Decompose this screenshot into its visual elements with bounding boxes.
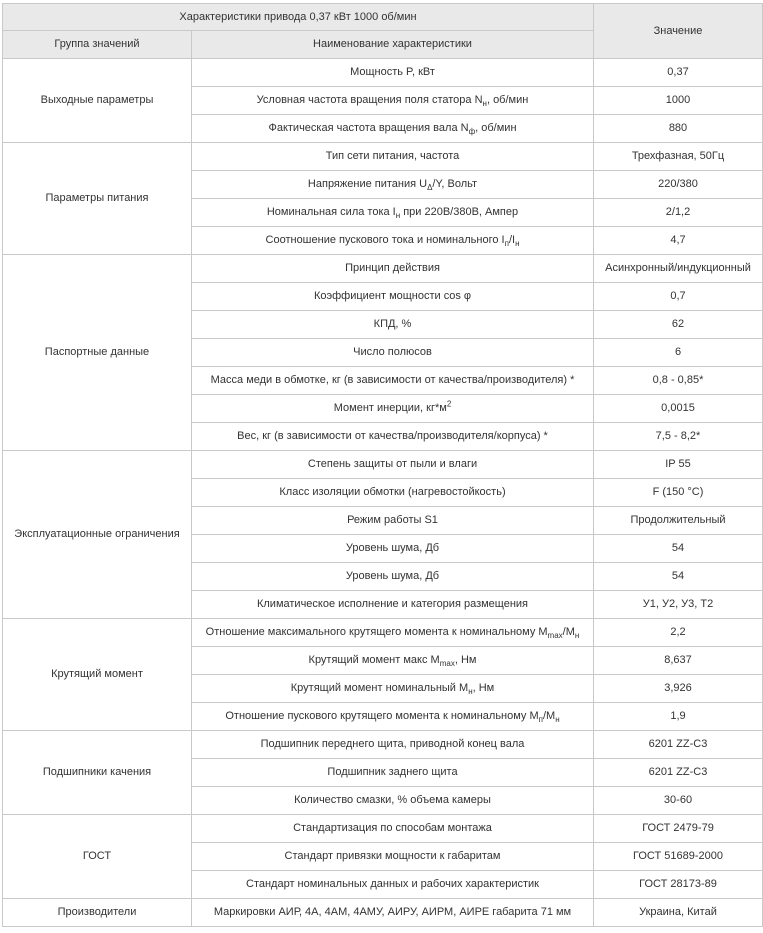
characteristic-name-part: н — [555, 715, 560, 725]
characteristic-value-cell: 62 — [594, 311, 763, 339]
characteristic-value-cell: 220/380 — [594, 171, 763, 199]
characteristic-name-part: max — [439, 659, 455, 669]
characteristic-name-cell: Вес, кг (в зависимости от качества/производителя/корпуса) * — [192, 423, 594, 451]
characteristic-name-cell — [192, 115, 594, 143]
characteristic-name-cell: Степень защиты от пыли и влаги — [192, 451, 594, 479]
characteristic-name-cell: Стандарт привязки мощности к габаритам — [192, 843, 594, 871]
characteristic-name-part: /M — [562, 626, 575, 638]
characteristic-value-cell: 3,926 — [594, 675, 763, 703]
characteristic-value-cell: 54 — [594, 563, 763, 591]
characteristic-name-cell — [192, 227, 594, 255]
characteristic-name-cell: Уровень шума, Дб — [192, 563, 594, 591]
group-name-cell: Производители — [3, 899, 192, 927]
characteristic-name-cell — [192, 619, 594, 647]
characteristic-name-part: Условная частота вращения поля статора N — [256, 94, 483, 106]
characteristic-name-cell: Класс изоляции обмотки (нагревостойкость) — [192, 479, 594, 507]
characteristic-value-cell: 30-60 — [594, 787, 763, 815]
characteristic-name-cell: Стандартизация по способам монтажа — [192, 815, 594, 843]
group-name-cell: Эксплуатационные ограничения — [3, 451, 192, 619]
characteristic-value-cell: 0,7 — [594, 283, 763, 311]
characteristic-name-cell: Климатическое исполнение и категория размещения — [192, 591, 594, 619]
characteristic-name-part: ф — [468, 127, 476, 137]
group-name-cell: Крутящий момент — [3, 619, 192, 731]
group-name-cell: Паспортные данные — [3, 255, 192, 451]
table-row — [3, 143, 763, 171]
characteristic-value-cell: 6201 ZZ-C3 — [594, 759, 763, 787]
group-column-header: Группа значений — [3, 31, 192, 59]
characteristic-value-cell: 0,8 - 0,85* — [594, 367, 763, 395]
group-name-cell: Параметры питания — [3, 143, 192, 255]
characteristic-value-cell: 4,7 — [594, 227, 763, 255]
characteristic-name-part: Крутящий момент номинальный M — [290, 682, 469, 694]
characteristic-value-cell: 7,5 - 8,2* — [594, 423, 763, 451]
characteristic-value-cell: IP 55 — [594, 451, 763, 479]
characteristic-name-cell — [192, 199, 594, 227]
characteristic-value-cell: ГОСТ 28173-89 — [594, 871, 763, 899]
group-name-cell: Выходные параметры — [3, 59, 192, 143]
table-row — [3, 899, 763, 927]
value-column-header: Значение — [594, 4, 763, 59]
characteristic-name-part: , Нм — [472, 682, 495, 694]
table-row — [3, 619, 763, 647]
characteristic-value-cell: Продолжительный — [594, 507, 763, 535]
table-row — [3, 451, 763, 479]
characteristic-name-cell: Тип сети питания, частота — [192, 143, 594, 171]
characteristic-name-cell — [192, 647, 594, 675]
characteristic-name-part: 2 — [446, 399, 452, 409]
characteristic-value-cell: Трехфазная, 50Гц — [594, 143, 763, 171]
characteristic-name-part: , Нм — [454, 654, 477, 666]
table-title: Характеристики привода 0,37 кВт 1000 об/мин — [3, 4, 594, 31]
characteristic-name-cell: Принцип действия — [192, 255, 594, 283]
characteristic-name-cell: Стандарт номинальных данных и рабочих характеристик — [192, 871, 594, 899]
characteristic-value-cell: 54 — [594, 535, 763, 563]
characteristic-name-cell: Подшипник заднего щита — [192, 759, 594, 787]
characteristic-name-cell: Количество смазки, % объема камеры — [192, 787, 594, 815]
characteristic-value-cell: 0,0015 — [594, 395, 763, 423]
table-row — [3, 731, 763, 759]
spec-table — [2, 3, 763, 927]
characteristic-name-part: н — [482, 99, 487, 109]
characteristic-name-part: , об/мин — [486, 94, 529, 106]
characteristic-name-part: , об/мин — [475, 122, 517, 134]
characteristic-name-part: Фактическая частота вращения вала N — [268, 122, 469, 134]
characteristic-name-part: п — [504, 239, 509, 249]
characteristic-name-part: /Y, Вольт — [432, 178, 478, 190]
characteristic-name-part: п — [538, 715, 543, 725]
characteristic-name-part: н — [574, 631, 580, 641]
characteristic-name-part: Номинальная сила тока I — [266, 206, 396, 218]
characteristic-name-cell: Коэффициент мощности cos φ — [192, 283, 594, 311]
name-column-header: Наименование характеристики — [192, 31, 594, 59]
characteristic-name-cell: Масса меди в обмотке, кг (в зависимости от качества/производителя) * — [192, 367, 594, 395]
characteristic-name-cell: Маркировки АИР, 4А, 4АМ, 4АМУ, АИРУ, АИРМ, АИРЕ габарита 71 мм — [192, 899, 594, 927]
characteristic-value-cell: F (150 °C) — [594, 479, 763, 507]
characteristic-value-cell: 2,2 — [594, 619, 763, 647]
table-row — [3, 255, 763, 283]
characteristic-name-cell — [192, 703, 594, 731]
characteristic-name-cell — [192, 675, 594, 703]
characteristic-name-cell: Подшипник переднего щита, приводной конец вала — [192, 731, 594, 759]
characteristic-name-part: Напряжение питания U — [307, 178, 428, 190]
characteristic-name-part: при 220В/380В, Ампер — [400, 206, 519, 218]
characteristic-name-part: Δ — [427, 183, 433, 193]
characteristic-name-part: н — [395, 211, 401, 221]
spec-table-body — [3, 59, 763, 927]
characteristic-value-cell: 8,637 — [594, 647, 763, 675]
characteristic-name-part: Крутящий момент макс M — [308, 654, 440, 666]
characteristic-name-part: /I — [508, 234, 516, 246]
characteristic-value-cell: ГОСТ 2479-79 — [594, 815, 763, 843]
characteristic-name-cell: Число полюсов — [192, 339, 594, 367]
characteristic-name-cell — [192, 395, 594, 423]
characteristic-value-cell: 1000 — [594, 87, 763, 115]
characteristic-name-part: /M — [543, 710, 556, 722]
characteristic-value-cell: 6201 ZZ-C3 — [594, 731, 763, 759]
group-name-cell: ГОСТ — [3, 815, 192, 899]
characteristic-value-cell: ГОСТ 51689-2000 — [594, 843, 763, 871]
characteristic-name-part: Отношение пускового крутящего момента к номинальному M — [225, 710, 539, 722]
characteristic-name-part: Отношение максимального крутящего момента к номинальному M — [205, 626, 548, 638]
characteristic-name-cell — [192, 87, 594, 115]
characteristic-name-cell — [192, 171, 594, 199]
characteristic-value-cell: 6 — [594, 339, 763, 367]
characteristic-name-part: max — [547, 631, 563, 641]
characteristic-value-cell: 2/1,2 — [594, 199, 763, 227]
characteristic-name-part: н — [468, 687, 473, 697]
characteristic-name-part: Соотношение пускового тока и номинального I — [265, 234, 505, 246]
characteristic-value-cell: 880 — [594, 115, 763, 143]
characteristic-name-cell: Уровень шума, Дб — [192, 535, 594, 563]
characteristic-name-part: Момент инерции, кг*м — [333, 402, 447, 414]
characteristic-name-part: н — [515, 239, 520, 249]
characteristic-value-cell: 1,9 — [594, 703, 763, 731]
characteristic-name-cell: КПД, % — [192, 311, 594, 339]
characteristic-name-cell: Режим работы S1 — [192, 507, 594, 535]
table-row — [3, 815, 763, 843]
characteristic-value-cell: Асинхронный/индукционный — [594, 255, 763, 283]
characteristic-value-cell: 0,37 — [594, 59, 763, 87]
characteristic-value-cell: У1, У2, У3, Т2 — [594, 591, 763, 619]
characteristic-name-cell: Мощность P, кВт — [192, 59, 594, 87]
group-name-cell: Подшипники качения — [3, 731, 192, 815]
characteristic-value-cell: Украина, Китай — [594, 899, 763, 927]
table-row — [3, 59, 763, 87]
